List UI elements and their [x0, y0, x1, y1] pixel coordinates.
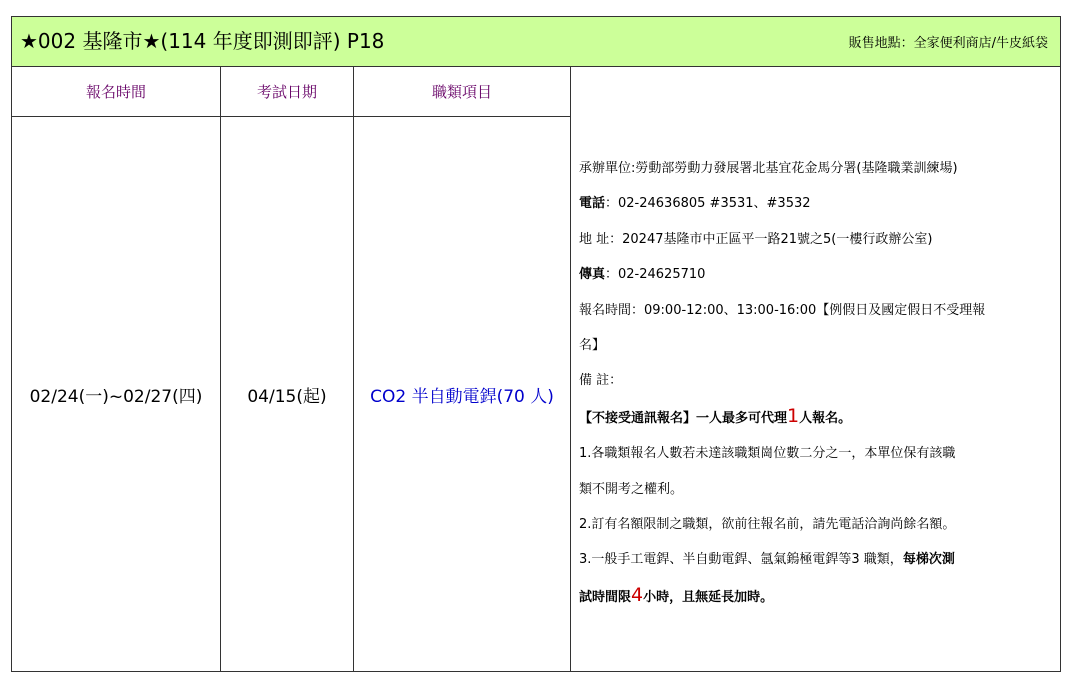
proxy-rule-line [579, 399, 1057, 436]
note-3-time-prefix: 試時間限 [579, 589, 632, 605]
note-3-continued [579, 578, 1057, 615]
column-header-job-category: 職類項目 [431, 83, 492, 101]
fax-label: 傳真 [579, 267, 606, 283]
remarks-label: 備 註： [579, 373, 623, 389]
exam-schedule-table [11, 16, 1061, 672]
cell-registration-time: 02/24(一)~02/27(四) [29, 386, 203, 407]
note-3-hours: 4 [631, 583, 644, 606]
page-title: ★002 基隆市★(114 年度即測即評) P18 [20, 29, 385, 53]
note-3-text: 3.一般手工電銲、半自動電銲、氬氣鎢極電銲等3 職類， [579, 552, 903, 568]
phone-line [579, 186, 1057, 221]
phone-value: ：02-24636805 #3531、#3532 [605, 196, 811, 212]
fax-line [579, 257, 1057, 292]
hours-line: 報名時間：09:00-12:00、13:00-16:00【例假日及國定假日不受理報 [579, 302, 986, 318]
sale-location: 販售地點：全家便利商店/牛皮紙袋 [848, 36, 1048, 51]
info-panel [579, 151, 1057, 615]
note-1-continued: 類不開考之權利。 [579, 481, 684, 497]
proxy-count: 1 [787, 404, 800, 427]
address-line: 地 址：20247基隆市中正區平一路21號之5(一樓行政辦公室) [579, 231, 933, 247]
note-2: 2.訂有名額限制之職類，欲前往報名前，請先電話洽詢尚餘名額。 [579, 517, 956, 533]
note-1: 1.各職類報名人數若未達該職類崗位數二分之一，本單位保有該職 [579, 446, 956, 462]
note-3-time-suffix: 小時，且無延長加時。 [643, 589, 774, 605]
fax-value: ：02-24625710 [605, 267, 706, 283]
column-header-exam-date: 考試日期 [256, 83, 317, 101]
note-3 [579, 542, 1057, 577]
proxy-rule-suffix: 人報名。 [799, 410, 852, 426]
proxy-rule-prefix: 【不接受通訊報名】一人最多可代理 [579, 410, 788, 426]
column-divider [570, 67, 571, 671]
cell-exam-date: 04/15(起) [247, 386, 327, 407]
hours-line-continued: 名】 [579, 338, 606, 354]
phone-label: 電話 [579, 196, 606, 212]
organizer-line: 承辦單位:勞動部勞動力發展署北基宜花金馬分署(基隆職業訓練場) [579, 161, 958, 176]
header-bar [12, 17, 1060, 67]
cell-job-category: CO2 半自動電銲(70 人) [370, 386, 554, 407]
column-header-registration-time: 報名時間 [85, 83, 146, 101]
note-3-emphasis: 每梯次測 [902, 552, 955, 568]
